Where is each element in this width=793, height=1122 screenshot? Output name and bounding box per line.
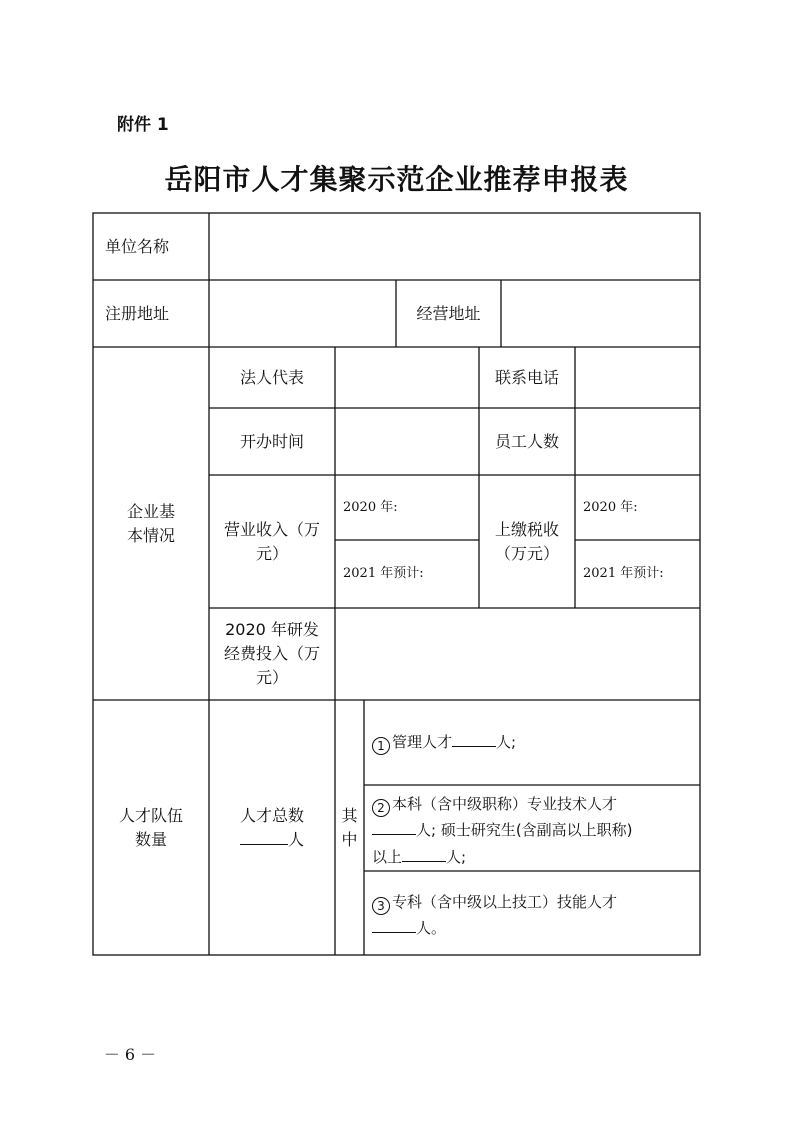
unit-name-label: 单位名称 — [105, 236, 170, 256]
revenue-label: 营业收入（万元） — [223, 519, 320, 563]
biz-address-label: 经营地址 — [416, 303, 481, 323]
start-time-label: 开办时间 — [239, 431, 304, 451]
attachment-label: 附件 1 — [117, 115, 169, 135]
talent-item-3: 3 专科（含中级以上技工）技能人才 人。 — [372, 889, 694, 942]
talent-total-cell — [209, 700, 335, 955]
talent-total-unit: 人 — [287, 829, 304, 849]
skilled-talent-blank[interactable] — [372, 917, 416, 933]
bachelor-talent-blank[interactable] — [372, 819, 416, 835]
unit-name-field[interactable] — [209, 213, 700, 280]
reg-address-label: 注册地址 — [105, 303, 170, 323]
talent-section-label: 人才队伍数量 — [118, 805, 183, 849]
master-talent-blank[interactable] — [402, 846, 446, 862]
talent-total-blank[interactable] — [240, 829, 288, 845]
revenue-2020-field[interactable]: 2020 年: — [343, 499, 398, 515]
form-title: 岳阳市人才集聚示范企业推荐申报表 — [164, 163, 629, 196]
circled-number-3: 3 — [372, 897, 390, 915]
revenue-2021-field[interactable]: 2021 年预计: — [343, 566, 424, 582]
rd-investment-label: 2020 年研发经费投入（万元） — [223, 620, 320, 687]
staff-count-label: 员工人数 — [494, 431, 559, 451]
talent-total-label: 人才总数 — [239, 805, 304, 825]
tax-2021-field[interactable]: 2021 年预计: — [583, 566, 664, 582]
basic-info-label: 企业基本情况 — [126, 501, 175, 545]
tax-2020-field[interactable]: 2020 年: — [583, 499, 638, 515]
legal-rep-label: 法人代表 — [239, 367, 304, 387]
among-label: 其中 — [341, 805, 358, 849]
biz-address-field[interactable] — [501, 280, 700, 347]
circled-number-1: 1 — [372, 737, 390, 755]
page-number: － 6 － — [103, 1045, 157, 1064]
start-time-field[interactable] — [335, 408, 479, 475]
legal-rep-field[interactable] — [335, 347, 479, 408]
circled-number-2: 2 — [372, 799, 390, 817]
talent-item-2: 2 本科（含中级职称）专业技术人才 人; 硕士研究生(含副高以上职称) 以上 人; — [372, 795, 633, 866]
phone-label: 联系电话 — [494, 367, 559, 387]
management-talent-blank[interactable] — [452, 731, 496, 747]
tax-label: 上缴税收（万元） — [494, 519, 559, 563]
phone-field[interactable] — [575, 347, 700, 408]
reg-address-field[interactable] — [209, 280, 396, 347]
talent-item-1: 1 管理人才 人; — [372, 729, 694, 755]
rd-investment-field[interactable] — [335, 608, 700, 700]
staff-count-field[interactable] — [575, 408, 700, 475]
